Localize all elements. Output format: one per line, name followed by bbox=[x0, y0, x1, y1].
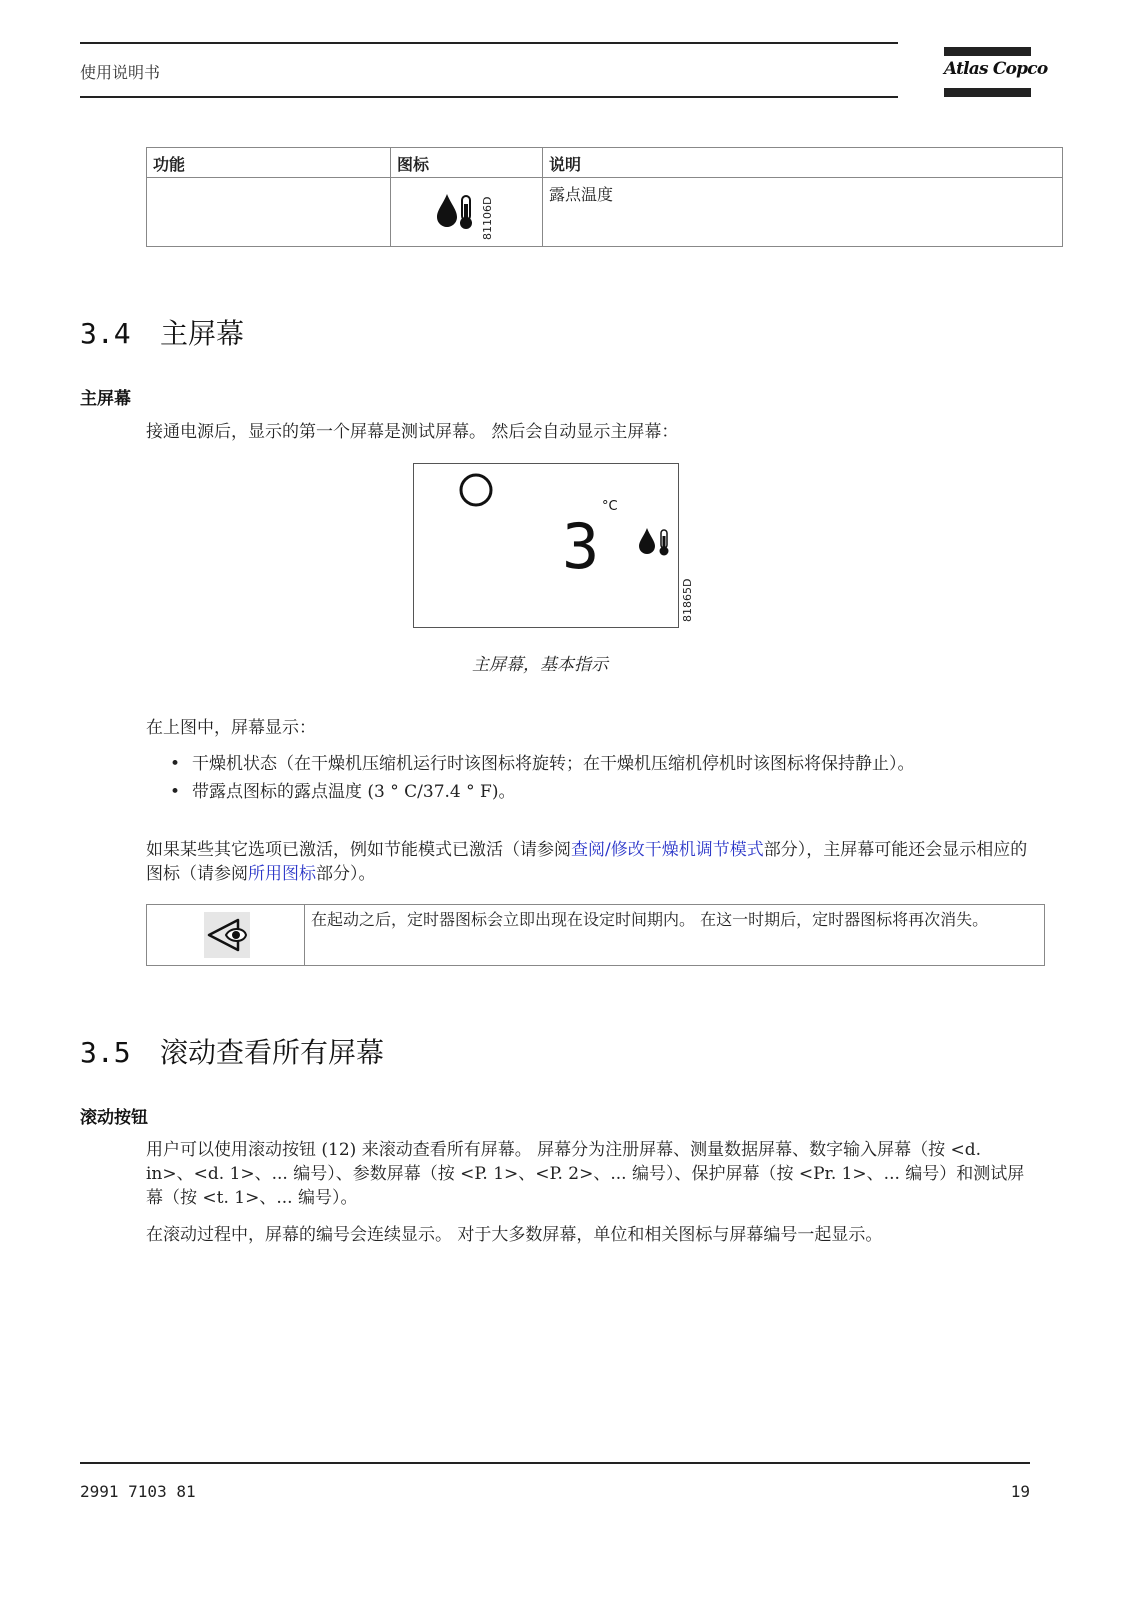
info-box bbox=[146, 904, 1045, 966]
display-value: 3 bbox=[562, 510, 600, 583]
section-3-5-heading bbox=[80, 1031, 384, 1071]
main-screen-figure bbox=[413, 463, 679, 628]
page-number: 19 bbox=[1010, 1482, 1030, 1501]
lcd-display bbox=[414, 464, 678, 627]
figure-code: 81865D bbox=[681, 578, 694, 622]
list-intro: 在上图中，屏幕显示： bbox=[146, 718, 316, 738]
header-top-rule bbox=[80, 42, 898, 44]
col-header-icon: 图标 bbox=[391, 148, 543, 178]
link-icons-used[interactable]: 所用图标 bbox=[248, 864, 316, 884]
col-header-description: 说明 bbox=[543, 148, 1063, 178]
atlas-copco-logo bbox=[944, 47, 1048, 101]
option-note-paragraph bbox=[146, 838, 1031, 886]
section-3-4-heading bbox=[80, 312, 244, 352]
note-text: 如果某些其它选项已激活，例如节能模式已激活（请参阅 bbox=[146, 840, 571, 860]
icon-table bbox=[146, 147, 1063, 247]
link-dryer-regulation-mode[interactable]: 查阅/修改干燥机调节模式 bbox=[571, 840, 764, 860]
footer-rule bbox=[80, 1462, 1030, 1464]
note-text: 部分），主屏幕可能还会显示相应的图标（请参阅 bbox=[146, 840, 1028, 884]
eye-warning-icon bbox=[204, 912, 250, 958]
subheading-main-screen: 主屏幕 bbox=[80, 389, 131, 409]
section-number: 3.4 bbox=[80, 317, 131, 350]
table-header-row bbox=[147, 148, 1063, 178]
header-title: 使用说明书 bbox=[80, 63, 161, 82]
dewpoint-icon bbox=[639, 528, 669, 556]
unit-label: °C bbox=[602, 499, 618, 514]
figure-caption: 主屏幕，基本指示 bbox=[472, 655, 608, 675]
list-item: • 带露点图标的露点温度 (3 ° C/37.4 ° F)。 bbox=[170, 780, 1020, 804]
icon-cell bbox=[391, 178, 543, 247]
scroll-paragraph-2: 在滚动过程中，屏幕的编号会连续显示。 对于大多数屏幕，单位和相关图标与屏幕编号一起显示。 bbox=[146, 1225, 883, 1245]
list-item: • 干燥机状态（在干燥机压缩机运行时该图标将旋转；在干燥机压缩机停机时该图标将保持静止）。 bbox=[170, 752, 1020, 776]
document-number: 2991 7103 81 bbox=[80, 1482, 196, 1501]
info-text: 在起动之后，定时器图标会立即出现在设定时间期内。 在这一时期后，定时器图标将再次消失。 bbox=[305, 905, 1045, 966]
header-bottom-rule bbox=[80, 96, 898, 98]
logo-text: Atlas Copco bbox=[944, 59, 1048, 79]
function-cell bbox=[147, 178, 391, 247]
section-title: 主屏幕 bbox=[160, 317, 245, 350]
dryer-status-icon bbox=[461, 475, 491, 505]
icon-code: 81106D bbox=[481, 196, 494, 240]
description-cell: 露点温度 bbox=[543, 178, 1063, 247]
info-icon-cell bbox=[147, 905, 305, 966]
subheading-scroll-button: 滚动按钮 bbox=[80, 1108, 148, 1128]
scroll-paragraph-1: 用户可以使用滚动按钮 (12) 来滚动查看所有屏幕。 屏幕分为注册屏幕、测量数据屏幕、数字输入屏幕（按 <d. in>、<d. 1>、... 编号）、参数屏幕（按 <P. 1>、<P. 2>、... 编号）、保护屏幕（按 <Pr. 1>、... 编号）和测试屏幕（按 <t. 1>、... 编号）。 bbox=[146, 1140, 1025, 1208]
col-header-function: 功能 bbox=[147, 148, 391, 178]
screen-content-list bbox=[170, 752, 1020, 804]
table-row bbox=[147, 905, 1045, 966]
table-row bbox=[147, 178, 1063, 247]
intro-paragraph: 接通电源后，显示的第一个屏幕是测试屏幕。 然后会自动显示主屏幕： bbox=[146, 422, 679, 442]
note-text: 部分）。 bbox=[316, 864, 376, 884]
section-title: 滚动查看所有屏幕 bbox=[160, 1036, 385, 1069]
section-number: 3.5 bbox=[80, 1036, 131, 1069]
